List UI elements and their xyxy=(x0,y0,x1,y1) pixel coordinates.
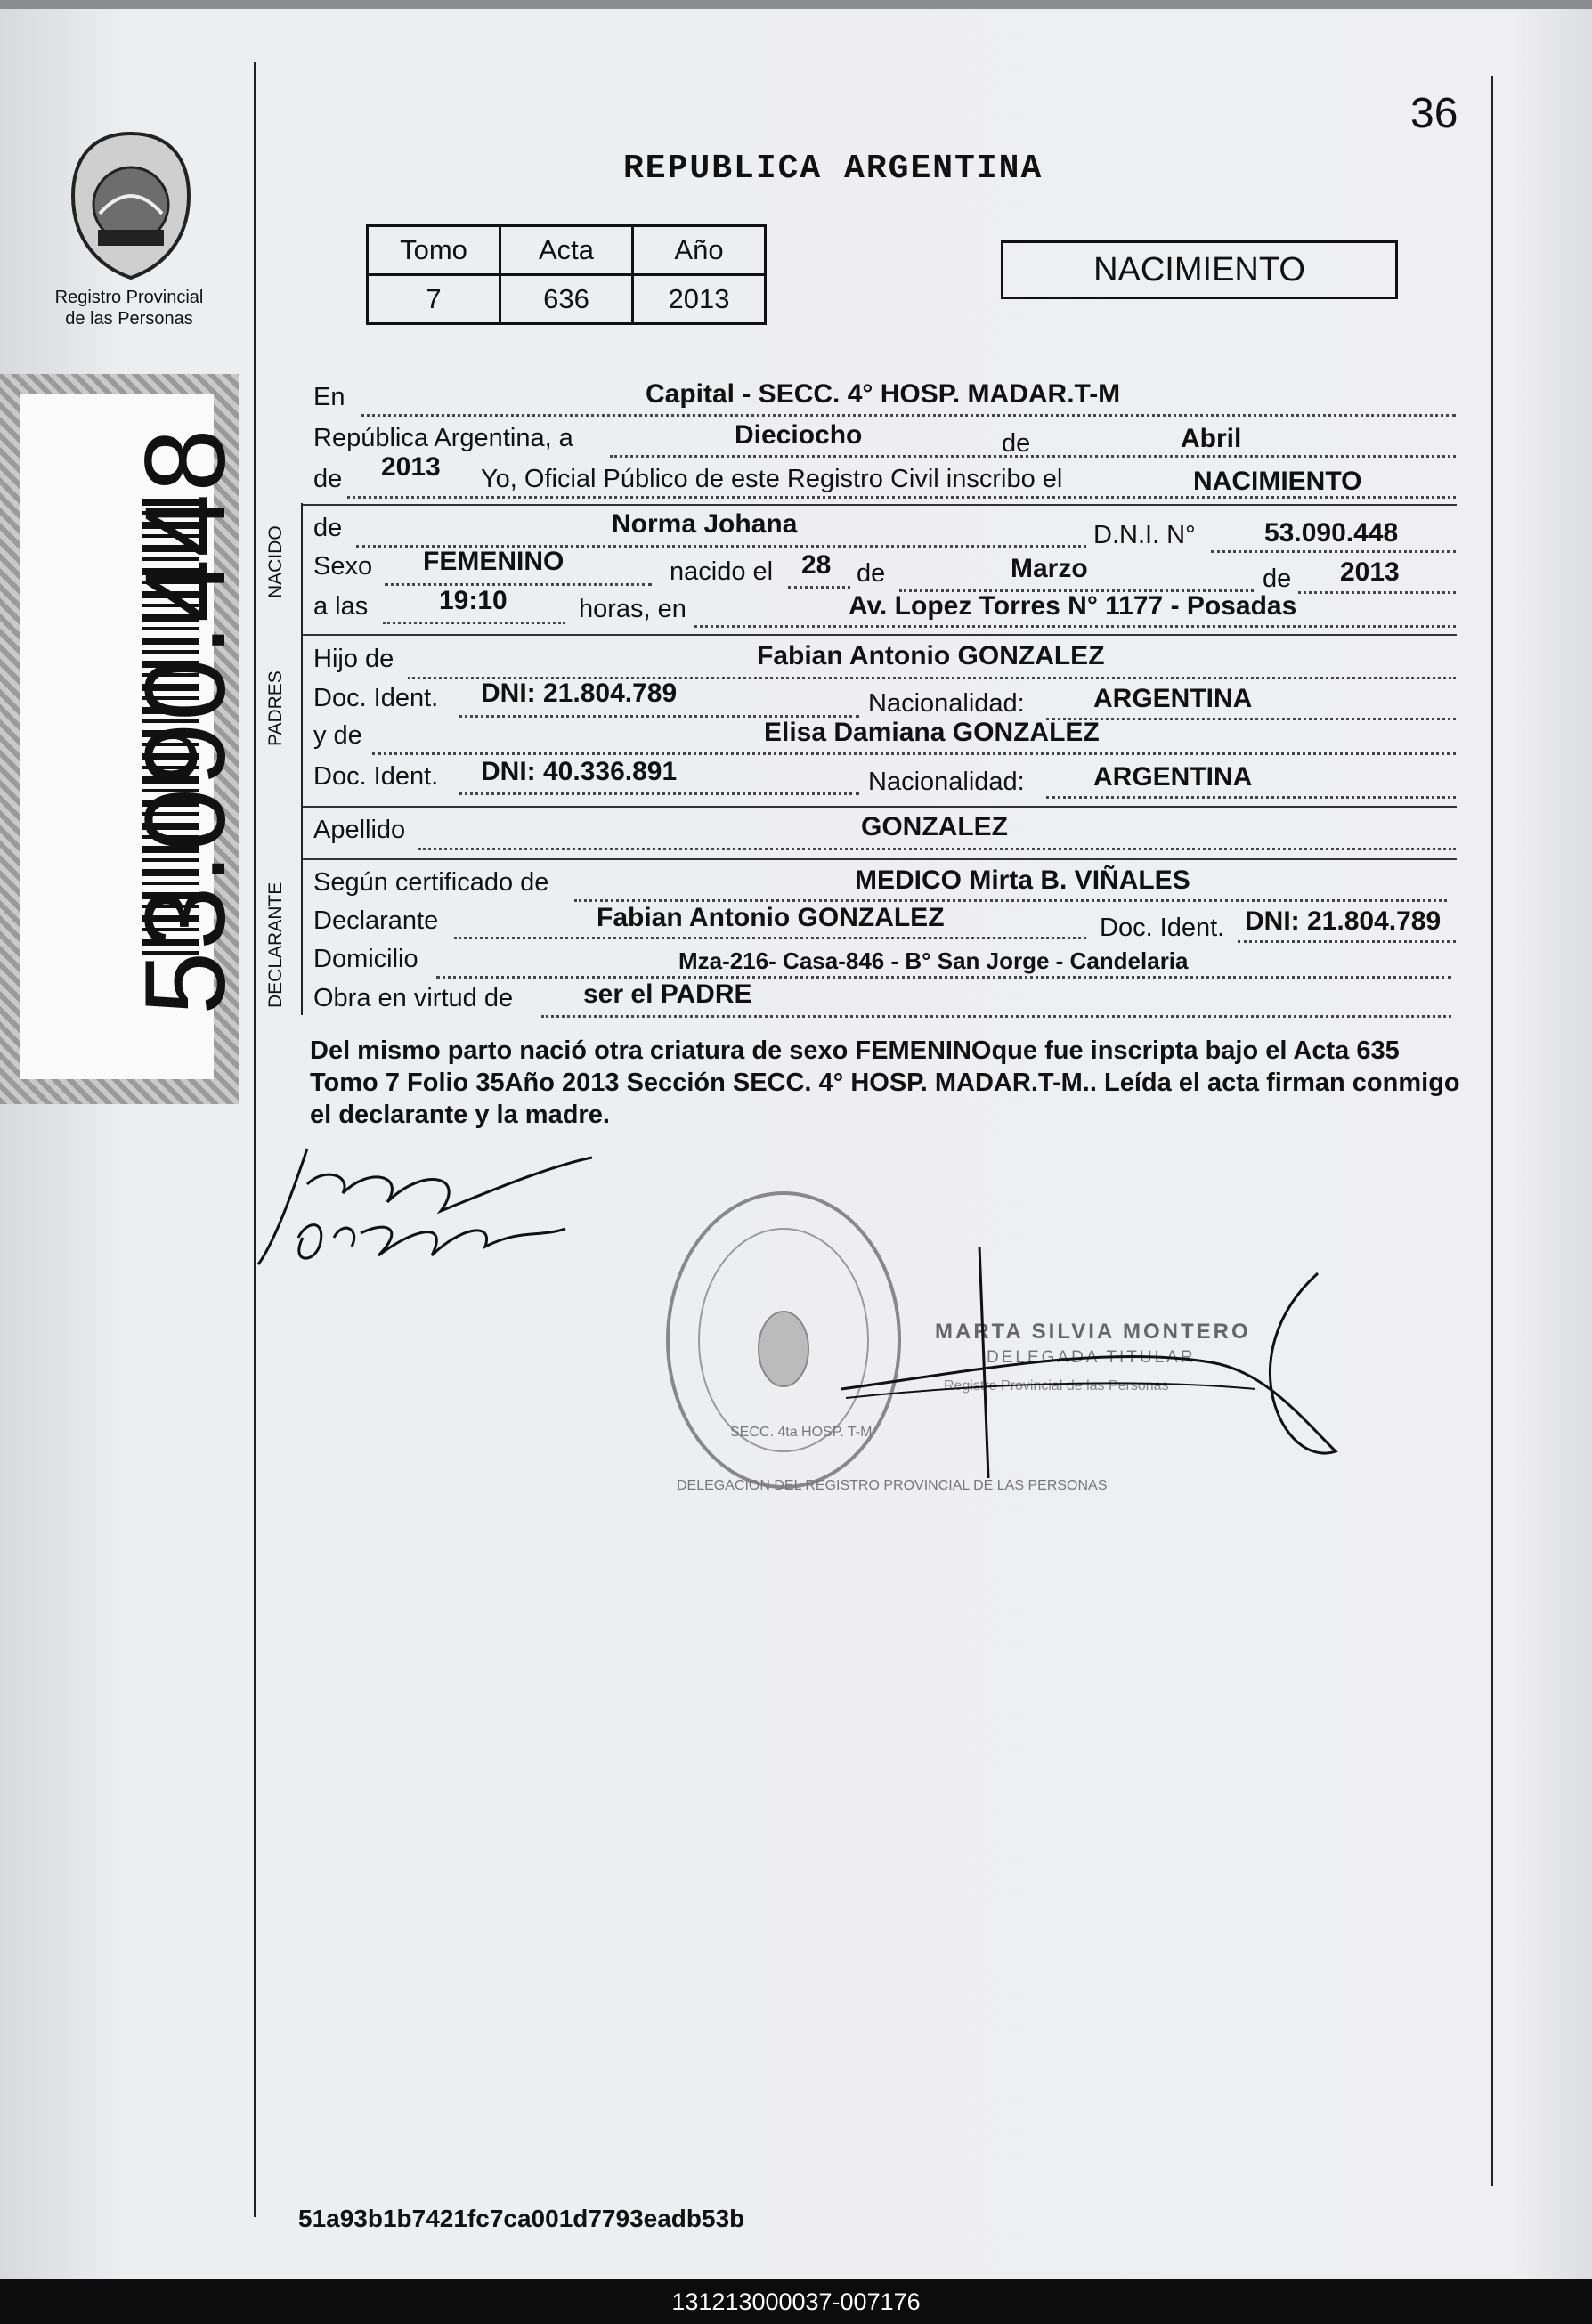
nacionalidad-label: Nacionalidad: xyxy=(868,689,1025,718)
dotted-line xyxy=(610,455,1456,458)
official-name: MARTA SILVIA MONTERO xyxy=(935,1320,1251,1344)
de-label: de xyxy=(1002,429,1031,458)
id-number-vertical: 53.090.448 xyxy=(122,427,249,1015)
registry-label-line1: Registro Provincial xyxy=(54,288,204,307)
de-label: de xyxy=(857,559,886,588)
mes-value: Abril xyxy=(1181,424,1242,453)
table-cell: 636 xyxy=(500,275,633,324)
hora-value: 19:10 xyxy=(439,586,508,615)
nac-dia-value: 28 xyxy=(801,550,832,580)
page-title: REPUBLICA ARGENTINA xyxy=(623,150,1044,188)
dni-label: D.N.I. N° xyxy=(1093,521,1196,549)
section-bracket-line xyxy=(301,503,303,1015)
nac-anio-value: 2013 xyxy=(1340,557,1400,587)
footer-code: 131213000037-007176 xyxy=(671,2288,921,2315)
official-org: Registro Provincial de las Personas xyxy=(944,1378,1169,1394)
dotted-line xyxy=(1046,718,1456,720)
doc2-value: DNI: 40.336.891 xyxy=(481,757,678,786)
nac1-value: ARGENTINA xyxy=(1093,684,1253,713)
official-role: DELEGADA TITULAR xyxy=(987,1348,1196,1367)
doc-ident-label: Doc. Ident. xyxy=(313,762,439,791)
sexo-label: Sexo xyxy=(313,552,373,581)
dni-value: 53.090.448 xyxy=(1264,518,1399,548)
registry-label-line2: de las Personas xyxy=(65,309,193,329)
nacido-label: nacido el xyxy=(670,557,774,586)
de-label: de xyxy=(313,465,343,493)
table-cell: 7 xyxy=(368,275,500,324)
dotted-line xyxy=(361,414,1456,417)
cert-label: Según certificado de xyxy=(313,868,549,897)
yde-label: y de xyxy=(313,721,362,750)
dotted-line xyxy=(459,792,859,795)
dotted-line xyxy=(372,752,1456,755)
dotted-line xyxy=(1238,940,1456,943)
republica-label: República Argentina, a xyxy=(313,424,573,452)
stamp-ring-text: DELEGACION DEL REGISTRO PROVINCIAL DE LAS PERSONAS xyxy=(677,1478,1108,1493)
tomo-acta-anio-table xyxy=(366,224,767,325)
side-label-padres: PADRES xyxy=(265,670,286,746)
doc1-value: DNI: 21.804.789 xyxy=(481,679,678,708)
right-margin-line xyxy=(1491,76,1493,2186)
en-label: En xyxy=(313,383,345,411)
doc3-value: DNI: 21.804.789 xyxy=(1245,906,1442,936)
act-type-box: NACIMIENTO xyxy=(1001,240,1398,299)
official-signature xyxy=(837,1247,1353,1496)
table-header: Año xyxy=(633,226,766,275)
nac2-value: ARGENTINA xyxy=(1093,762,1253,792)
lugar-value: Av. Lopez Torres N° 1177 - Posadas xyxy=(849,591,1297,621)
nombre-value: Norma Johana xyxy=(612,509,798,539)
dotted-line xyxy=(1046,796,1456,799)
doc-ident-label: Doc. Ident. xyxy=(313,684,439,712)
footer-bar xyxy=(0,2279,1592,2324)
acto-value: NACIMIENTO xyxy=(1193,467,1362,496)
table-header: Tomo xyxy=(368,226,500,275)
dotted-line xyxy=(541,1015,1451,1018)
page-number: 36 xyxy=(1410,90,1458,137)
dotted-line xyxy=(436,976,1451,979)
padre-value: Fabian Antonio GONZALEZ xyxy=(757,641,1105,670)
horas-label: horas, en xyxy=(579,595,686,623)
table-header: Acta xyxy=(500,226,633,275)
section-divider xyxy=(303,806,1457,808)
doc-ident-label: Doc. Ident. xyxy=(1100,914,1225,942)
nac-mes-value: Marzo xyxy=(1011,554,1088,583)
section-divider xyxy=(303,858,1457,860)
madre-value: Elisa Damiana GONZALEZ xyxy=(764,718,1100,747)
side-label-declarante: DECLARANTE xyxy=(265,882,286,1008)
dotted-line xyxy=(788,586,850,589)
oficial-text: Yo, Oficial Público de este Registro Civil inscribo el xyxy=(481,465,1063,493)
anio-value: 2013 xyxy=(381,452,441,482)
side-label-nacido: NACIDO xyxy=(265,525,286,598)
alas-label: a las xyxy=(313,592,369,621)
province-shield-logo xyxy=(64,125,198,285)
dotted-line xyxy=(454,937,1086,939)
domicilio-value: Mza-216- Casa-846 - B° San Jorge - Candelaria xyxy=(678,947,1189,974)
top-edge xyxy=(0,0,1592,9)
birth-note: Del mismo parto nació otra criatura de sexo FEMENINOque fue inscripta bajo el Acta 635 Tomo 7 Folio 35Año 2013 Sección SECC. 4° HOSP. MADAR.T-M.. Leída el acta firman conmigo el declarante y la madre. xyxy=(310,1036,1460,1129)
obra-value: ser el PADRE xyxy=(583,979,752,1009)
dotted-line xyxy=(574,899,1447,902)
stamp-inner-text: SECC. 4ta HOSP. T-M xyxy=(730,1425,873,1440)
declarante-label: Declarante xyxy=(313,906,439,935)
en-value: Capital - SECC. 4° HOSP. MADAR.T-M xyxy=(646,379,1121,409)
sexo-value: FEMENINO xyxy=(423,547,565,576)
de-label: de xyxy=(1263,565,1292,593)
domicilio-label: Domicilio xyxy=(313,945,418,973)
declarante-value: Fabian Antonio GONZALEZ xyxy=(597,903,945,932)
dotted-line xyxy=(385,583,652,586)
apellido-label: Apellido xyxy=(313,816,406,844)
document-hash: 51a93b1b7421fc7ca001d7793eadb53b xyxy=(298,2205,745,2232)
dotted-line xyxy=(1298,591,1456,594)
section-divider xyxy=(303,634,1457,636)
obra-label: Obra en virtud de xyxy=(313,984,514,1012)
table-cell: 2013 xyxy=(633,275,766,324)
declarant-signature xyxy=(254,1131,592,1309)
hijo-label: Hijo de xyxy=(313,645,394,673)
nacionalidad-label: Nacionalidad: xyxy=(868,768,1025,796)
registry-label xyxy=(49,287,209,329)
apellido-value: GONZALEZ xyxy=(861,812,1008,841)
nombre-label: de xyxy=(313,514,343,542)
dia-value: Dieciocho xyxy=(735,420,863,450)
dotted-line xyxy=(383,622,565,624)
section-divider xyxy=(303,504,1457,506)
cert-value: MEDICO Mirta B. VIÑALES xyxy=(855,865,1190,895)
dotted-line xyxy=(694,625,1456,628)
dotted-line xyxy=(418,848,1456,850)
dotted-line xyxy=(1211,550,1456,553)
